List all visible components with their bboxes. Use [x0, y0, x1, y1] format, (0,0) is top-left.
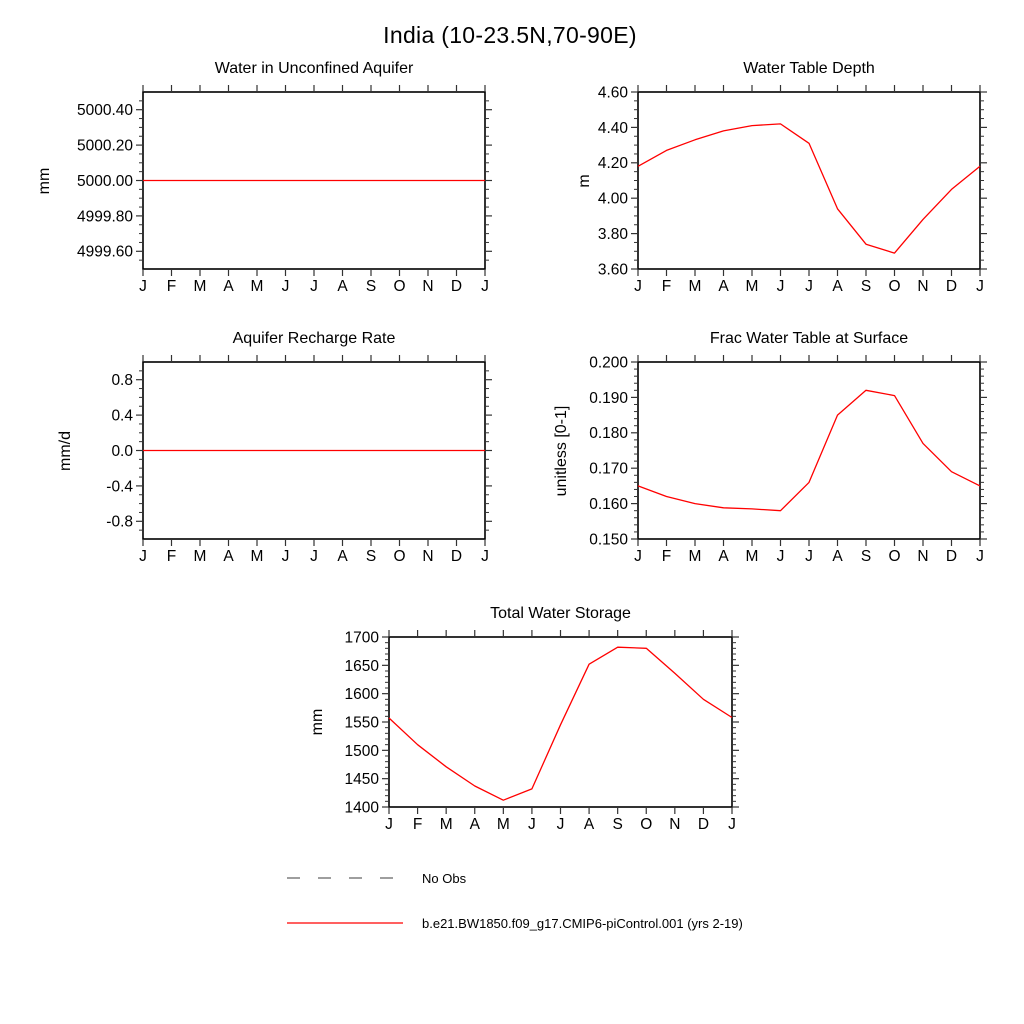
y-tick-label: 5000.40 [76, 102, 133, 120]
x-tick-label: N [422, 278, 434, 295]
x-tick-label: F [661, 278, 672, 295]
x-tick-label: J [481, 548, 489, 565]
x-tick-label: M [250, 548, 264, 565]
y-tick-label: 1700 [344, 629, 379, 647]
y-tick-label: 1600 [344, 686, 379, 704]
plot-area [597, 84, 984, 295]
y-tick-label: 0.190 [589, 389, 628, 407]
model-line-sample [287, 916, 403, 930]
plot-area [106, 362, 489, 565]
x-tick-label: S [860, 548, 872, 565]
x-tick-label: D [450, 278, 463, 295]
y-tick-label: 1550 [344, 714, 379, 732]
x-tick-label: O [393, 278, 406, 295]
x-tick-label: M [688, 548, 702, 565]
subplot-aquifer-recharge-rate [57, 330, 489, 565]
x-tick-label: J [310, 548, 318, 565]
subplot-title: Aquifer Recharge Rate [232, 330, 396, 347]
x-tick-label: D [945, 548, 958, 565]
y-tick-label: 4.40 [597, 119, 628, 137]
legend-label: b.e21.BW1850.f09_g17.CMIP6-piControl.001 (yrs 2-19) [422, 915, 743, 931]
x-tick-label: A [583, 816, 595, 833]
plot-area [589, 354, 984, 565]
y-tick-label: 1650 [344, 657, 379, 675]
subplot-water-in-unconfined-aquifer [36, 60, 489, 295]
series-line [389, 647, 732, 800]
subplot-total-water-storage [309, 605, 736, 833]
x-tick-label: S [612, 816, 623, 833]
x-tick-label: A [832, 548, 843, 565]
x-tick-label: M [250, 278, 264, 295]
x-tick-label: O [888, 548, 901, 565]
x-tick-label: J [728, 816, 736, 833]
subplot-frac-water-table-at-surface [553, 330, 984, 565]
x-tick-label: A [223, 548, 234, 565]
y-tick-label: 4999.60 [76, 243, 133, 261]
y-axis-label: unitless [0-1] [553, 405, 570, 496]
x-tick-label: M [745, 548, 759, 565]
plot-frame [638, 92, 980, 269]
x-tick-label: A [832, 278, 843, 295]
y-axis-label: mm [36, 167, 53, 194]
x-tick-label: J [776, 278, 785, 295]
x-tick-label: F [166, 278, 177, 295]
y-axis-label: mm/d [57, 430, 74, 471]
y-tick-label: 0.200 [589, 354, 628, 372]
x-tick-label: J [976, 548, 984, 565]
x-tick-label: O [393, 548, 406, 565]
y-tick-label: 3.80 [597, 226, 628, 244]
x-tick-label: J [528, 816, 536, 833]
subplot-title: Frac Water Table at Surface [709, 330, 909, 347]
y-tick-label: 0.8 [111, 372, 133, 390]
x-tick-label: J [634, 278, 642, 295]
x-tick-label: J [805, 548, 813, 565]
x-tick-label: J [556, 816, 565, 833]
figure-title: India (10-23.5N,70-90E) [383, 22, 637, 48]
x-tick-label: J [805, 278, 813, 295]
x-tick-label: F [166, 548, 177, 565]
x-tick-label: J [281, 278, 290, 295]
y-tick-label: -0.4 [106, 478, 133, 496]
x-tick-label: J [481, 278, 489, 295]
x-tick-label: O [888, 278, 901, 295]
x-tick-label: M [439, 816, 453, 833]
x-tick-label: N [917, 278, 929, 295]
x-tick-label: D [945, 278, 958, 295]
y-tick-label: 1450 [344, 771, 379, 789]
plot-area [76, 92, 489, 295]
x-tick-label: J [139, 548, 147, 565]
x-tick-label: N [917, 548, 929, 565]
y-tick-label: 0.180 [589, 425, 628, 443]
y-tick-label: 0.170 [589, 460, 628, 478]
series-line [638, 124, 980, 253]
x-tick-label: M [745, 278, 759, 295]
y-tick-label: 1500 [344, 742, 379, 760]
legend-entry-model-run [287, 916, 743, 930]
y-tick-label: 0.4 [111, 407, 133, 425]
legend-entry-no-obs [287, 871, 466, 885]
x-tick-label: A [223, 278, 234, 295]
subplot-title: Total Water Storage [490, 605, 631, 622]
y-tick-label: 3.60 [597, 261, 628, 279]
x-tick-label: J [776, 548, 785, 565]
x-tick-label: J [634, 548, 642, 565]
x-tick-label: S [365, 548, 377, 565]
no-obs-line-sample [287, 871, 403, 885]
y-tick-label: 0.150 [589, 531, 628, 549]
y-tick-label: 5000.20 [76, 137, 133, 155]
x-tick-label: S [365, 278, 377, 295]
y-axis-label: mm [309, 708, 326, 736]
plot-frame [638, 362, 980, 539]
series-line [638, 390, 980, 510]
legend-label: No Obs [422, 870, 467, 886]
x-tick-label: A [718, 548, 729, 565]
y-tick-label: 1400 [344, 799, 379, 817]
plot-frame [389, 637, 732, 807]
y-tick-label: 4.20 [597, 155, 628, 173]
y-axis-label: m [576, 173, 593, 188]
x-tick-label: M [496, 816, 510, 833]
x-tick-label: M [193, 278, 207, 295]
x-tick-label: M [193, 548, 207, 565]
x-tick-label: J [281, 548, 290, 565]
x-tick-label: F [412, 816, 423, 833]
x-tick-label: S [860, 278, 872, 295]
y-tick-label: 5000.00 [76, 172, 133, 190]
x-tick-label: J [310, 278, 318, 295]
x-tick-label: M [688, 278, 702, 295]
x-tick-label: N [422, 548, 434, 565]
x-tick-label: J [976, 278, 984, 295]
y-tick-label: 0.0 [111, 442, 133, 460]
subplot-title: Water in Unconfined Aquifer [214, 60, 414, 77]
y-tick-label: 0.160 [589, 496, 628, 514]
x-tick-label: F [661, 548, 672, 565]
x-tick-label: O [640, 816, 653, 833]
subplot-water-table-depth [576, 60, 984, 295]
y-tick-label: -0.8 [106, 513, 133, 531]
x-tick-label: A [337, 548, 348, 565]
x-tick-label: D [697, 816, 710, 833]
x-tick-label: A [337, 278, 348, 295]
x-tick-label: J [139, 278, 147, 295]
x-tick-label: J [385, 816, 393, 833]
x-tick-label: D [450, 548, 463, 565]
y-tick-label: 4.00 [597, 190, 628, 208]
x-tick-label: A [469, 816, 480, 833]
y-tick-label: 4999.80 [76, 208, 133, 226]
plot-area [344, 629, 736, 833]
x-tick-label: A [718, 278, 729, 295]
y-tick-label: 4.60 [597, 84, 628, 102]
x-tick-label: N [669, 816, 681, 833]
subplot-title: Water Table Depth [743, 60, 875, 77]
